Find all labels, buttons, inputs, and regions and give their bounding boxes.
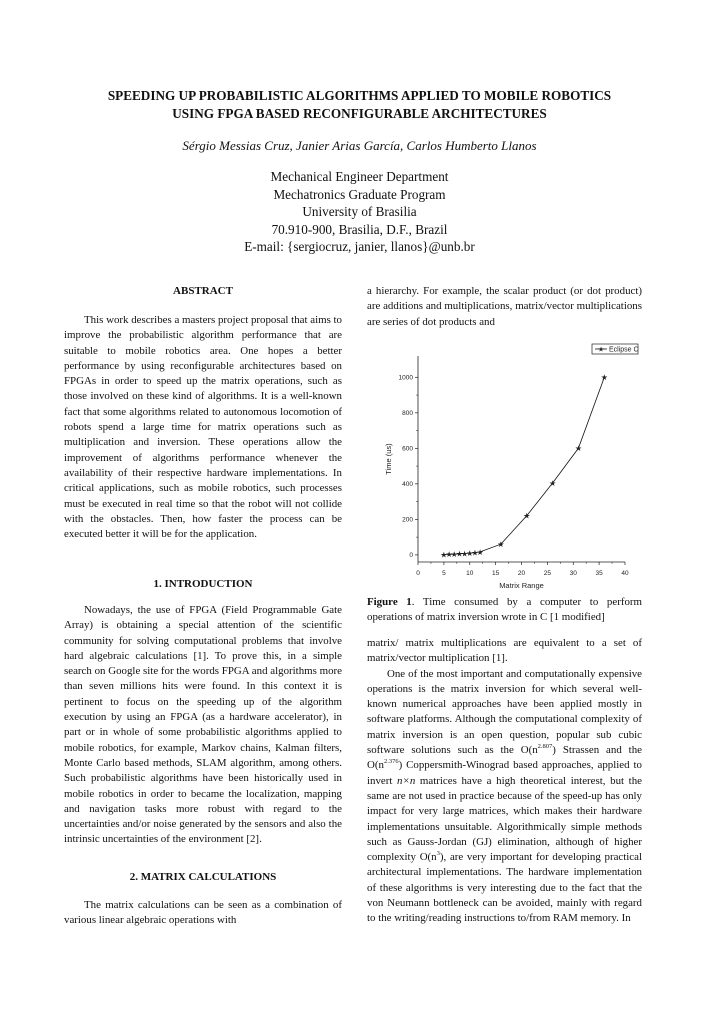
x-tick-label: 10: [466, 570, 474, 577]
affiliation: [40, 168, 679, 256]
chart-series: [440, 373, 608, 559]
x-axis-label: Matrix Range: [499, 581, 544, 590]
title-line-2: USING FPGA BASED RECONFIGURABLE ARCHITECTURES: [172, 106, 547, 121]
right-column-body: [367, 636, 642, 927]
data-point: ★: [523, 511, 531, 521]
y-tick-label: 1000: [398, 374, 413, 382]
figure-1-chart: [367, 332, 642, 594]
x-tick-label: 0: [416, 570, 420, 577]
x-tick-label: 40: [621, 570, 629, 577]
data-point: ★: [476, 547, 484, 557]
intro-heading: 1. INTRODUCTION: [153, 578, 253, 590]
x-tick-label: 35: [595, 570, 603, 577]
inversion-text: One of the most important and computationally expensive operations is the matrix inversion for which several well-known numerical approaches have been applied mostly in software platforms. Although the computational complexity of matrix inversion is an open question, popular sub cubic software solutions such as the $O(n^{2.807})$ Strassen and the $O(n^{2.376})$ Coppersmith-Winograd based approaches, applied to invert n×n matrices have a high theoretical interest, but the same are not used in practice because of the speed-up has only impact for very large matrices, which makes their hardware implementations unsuitable. Algorithmically simple methods such as Gauss-Jordan (GJ) elimination, although of higher complexity $O(n^3)$, are very important for developing practical architectural implementations. The hardware implementation of these algorithms is very interesting due to the fact that the von Neumann bottleneck can be avoided, mainly with regard to the writing/reading instructions to/from RAM memory. In: [367, 667, 642, 925]
data-point: ★: [497, 540, 505, 550]
matmul-text: matrix/ matrix multiplications are equivalent to a set of matrix/vector multiplication [1].: [367, 637, 642, 665]
chart-legend: [592, 344, 639, 354]
data-point: ★: [574, 444, 583, 454]
x-tick-label: 30: [569, 570, 577, 577]
caption-label: Figure 1: [367, 596, 412, 608]
intro-section: [64, 577, 342, 848]
paper-title: [40, 87, 679, 123]
gj-exponent: 3: [436, 850, 440, 858]
matrix-heading: 2. MATRIX CALCULATIONS: [129, 871, 277, 883]
caption-text: [367, 595, 642, 626]
matrix-text: The matrix calculations can be seen as a combination of various linear algebraic operations with: [64, 899, 342, 927]
x-tick-label: 25: [543, 570, 551, 577]
chart-axes: [384, 356, 625, 590]
matrix-section: [64, 870, 342, 929]
cw-exponent: 2.376: [383, 758, 399, 766]
affil-university: University of Brasilia: [302, 204, 417, 220]
authors: Sérgio Messias Cruz, Janier Arias García, Carlos Humberto Llanos: [182, 138, 537, 153]
legend-label: Eclipse C: [609, 346, 639, 354]
data-point: ★: [548, 478, 557, 488]
affil-department: Mechanical Engineer Department: [270, 169, 449, 184]
abstract-text: This work describes a masters project proposal that aims to improve the probabilistic algorithm performance that are suitable to mobile robotics area. One hopes a better performance by using reconfigurable architectures based on FPGAs in order to speed up the matrix operations, such as those involved on these kind of algorithms. It is a well-known fact that some algorithms related to autonomous locomotion of robots spend a large time for matrix operations such as multiplication and inversion. These operations allow the improvement of algorithms performance whenever the availability of their respective hardware implementations. In critical applications, such as mobile robotics, such processes must be executed in real time so that the robot will not collide with the obstacles. Then, how faster the process can be executed better it will be for the application.: [64, 314, 342, 541]
y-tick-label: 0: [409, 552, 413, 560]
legend-marker: ★: [597, 346, 605, 354]
y-tick-label: 200: [402, 516, 413, 524]
data-point: ★: [460, 549, 469, 559]
x-tick-label: 5: [442, 570, 446, 577]
intro-text: Nowadays, the use of FPGA (Field Programmable Gate Array) is obtaining a special attention of the scientific community for solving computational problems that involve hard algebraic calculations [1]. To prove this, in a simple search on Google site for the words FPGA and algorithms more than seven millions hits were found. In this context it is pertinent to focus on the speeding up of the algorithm execution by using an FPGA (as a hardware accelerator), in part or in whole of some probabilistic algorithms applied to mobile robotics, for example, Markov chains, Kalman filters, Monte Carlo based methods, SLAM algorithm, among others. Such probabilistic algorithms have been historically used in mobile robotics in order to became the localization, mapping and navigation tasks more robust with regard to the uncertainties and/or noise generated by the sensors and also the intrinsic uncertainties of the environment [2].: [64, 604, 342, 846]
data-point: ★: [600, 373, 608, 383]
abstract-heading: ABSTRACT: [173, 285, 233, 297]
strassen-exponent: 2.807: [537, 743, 553, 751]
affil-program: Mechatronics Graduate Program: [273, 186, 446, 202]
affil-email[interactable]: E-mail: {sergiocruz, janier, llanos}@unb.br: [244, 239, 475, 255]
x-tick-label: 20: [517, 570, 526, 577]
y-axis-label: Time (us): [384, 443, 393, 475]
y-tick-label: 600: [402, 445, 413, 453]
series-line: [444, 377, 604, 554]
y-tick-label: 400: [402, 481, 413, 489]
affil-address: 70.910-900, Brasilia, D.F., Brazil: [271, 221, 448, 237]
figure-caption: [367, 595, 642, 626]
title-line-1: SPEEDING UP PROBABILISTIC ALGORITHMS APPLIED TO MOBILE ROBOTICS: [107, 88, 612, 103]
left-column: [64, 284, 342, 542]
x-tick-label: 15: [492, 570, 500, 577]
data-point: ★: [440, 550, 448, 560]
caption-body: . Time consumed by a computer to perform operations of matrix inversion wrote in C [1 modified]: [367, 596, 642, 624]
data-point: ★: [466, 549, 474, 559]
data-point: ★: [445, 550, 453, 560]
right-column-top: [367, 284, 642, 330]
data-point: ★: [471, 548, 479, 558]
nxn-symbol: n×n: [397, 774, 416, 787]
data-point: ★: [455, 549, 463, 559]
y-tick-label: 800: [402, 410, 413, 418]
hierarchy-text: a hierarchy. For example, the scalar product (or dot product) are additions and multiplications, matrix/vector multiplications are series of dot products and: [367, 285, 642, 328]
data-point: ★: [450, 550, 458, 560]
